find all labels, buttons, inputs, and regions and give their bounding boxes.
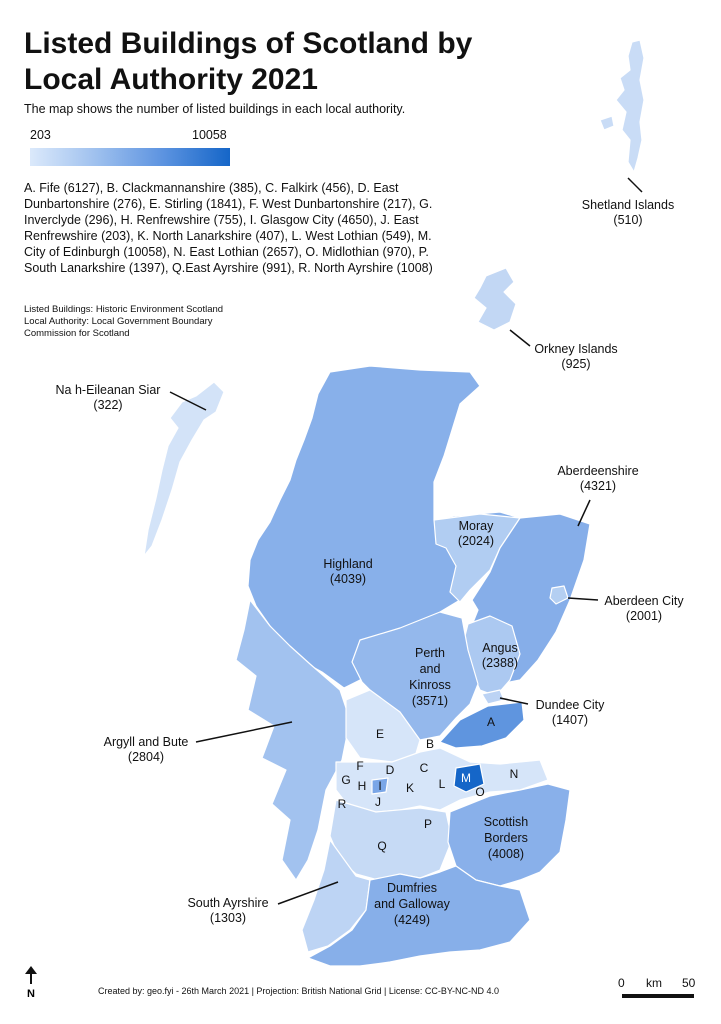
north-label: N <box>27 988 35 1000</box>
source-line-3: Commission for Scotland <box>24 328 130 339</box>
label-borders-count: (4008) <box>487 847 525 861</box>
label-highland-name: Highland <box>323 557 373 571</box>
letter-o: O <box>475 785 485 799</box>
letter-g: G <box>341 773 351 787</box>
label-aberdeenshire-name: Aberdeenshire <box>557 464 639 478</box>
region-key-text: A. Fife (6127), B. Clackmannanshire (385), C. Falkirk (456), D. East Dunbartonshire (276), E. Stirling (1841), F. West Dunbartonshire (217), G. Inverclyde (296), H. Renfrewshire (755), I. Glasgow City (4650), J. East Renfrewshire (203), K. North Lanarkshire (407), L. West Lothian (549), M. City of Edinburgh (10058), N. East Lothian (2657), O. Midlothian (970), P. South Lanarkshire (1397), Q.East Ayrshire (991), R. North Ayrshire (1008) <box>24 181 433 275</box>
scale-bar <box>618 976 702 1006</box>
label-borders-name-1: Scottish <box>483 815 529 829</box>
north-arrow <box>22 966 40 1000</box>
letter-a: A <box>486 715 496 729</box>
label-orkney-name: Orkney Islands <box>534 342 618 356</box>
label-south-ayrshire-name: South Ayrshire <box>187 896 269 910</box>
letter-h: H <box>357 779 367 793</box>
label-perth-name-3: Kinross <box>409 678 451 692</box>
letter-e: E <box>375 727 385 741</box>
source-line-1: Listed Buildings: Historic Environment Scotland <box>24 304 224 315</box>
label-perth-name-1: Perth <box>415 646 445 660</box>
legend-max-label: 10058 <box>192 128 227 142</box>
scale-bar-line <box>622 994 694 998</box>
label-orkney-count: (925) <box>561 357 591 371</box>
letter-p: P <box>423 817 433 831</box>
letter-c: C <box>419 761 429 775</box>
letter-m: M <box>461 771 471 785</box>
letter-k: K <box>405 781 415 795</box>
label-dumfries-name-1: Dumfries <box>386 881 438 895</box>
letter-j: J <box>375 795 381 809</box>
label-eilean-siar-count: (322) <box>93 398 123 412</box>
letter-i: I <box>378 779 382 793</box>
label-aberdeenshire-count: (4321) <box>579 479 617 493</box>
letter-r: R <box>337 797 347 811</box>
legend-min-label: 203 <box>30 128 51 142</box>
label-shetland-count: (510) <box>613 213 643 227</box>
map-title: Listed Buildings of Scotland by Local Authority 2021 <box>24 27 473 96</box>
label-moray-count: (2024) <box>457 534 495 548</box>
label-dumfries-count: (4249) <box>393 913 431 927</box>
scale-end: 50 <box>682 976 696 990</box>
map-subtitle: The map shows the number of listed buildings in each local authority. <box>24 102 406 116</box>
letter-l: L <box>438 777 446 791</box>
letter-n: N <box>509 767 519 781</box>
label-aberdeen-city-count: (2001) <box>625 609 663 623</box>
label-aberdeen-city-name: Aberdeen City <box>604 594 684 608</box>
letter-f: F <box>356 759 364 773</box>
label-dundee-name: Dundee City <box>535 698 605 712</box>
label-south-ayrshire-count: (1303) <box>209 911 247 925</box>
label-perth-name-2: and <box>419 662 441 676</box>
map-footer: Created by: geo.fyi - 26th March 2021 | Projection: British National Grid | License: CC-BY-NC-ND 4.0 <box>98 986 500 996</box>
label-highland-count: (4039) <box>329 572 367 586</box>
label-angus-count: (2388) <box>481 656 519 670</box>
north-arrow-icon <box>22 966 40 1000</box>
label-moray-name: Moray <box>458 519 494 533</box>
label-shetland-name: Shetland Islands <box>581 198 675 212</box>
label-argyll-count: (2804) <box>127 750 165 764</box>
label-eilean-siar-name: Na h-Eileanan Siar <box>55 383 161 397</box>
source-line-2: Local Authority: Local Government Boundary <box>24 316 213 327</box>
label-borders-name-2: Borders <box>484 831 528 845</box>
scale-start: 0 <box>618 976 625 990</box>
label-perth-count: (3571) <box>411 694 449 708</box>
letter-q: Q <box>377 839 387 853</box>
label-argyll-name: Argyll and Bute <box>103 735 189 749</box>
label-dumfries-name-2: and Galloway <box>374 897 450 911</box>
scale-unit: km <box>646 976 662 990</box>
letter-d: D <box>385 763 395 777</box>
letter-b: B <box>425 737 435 751</box>
label-dundee-count: (1407) <box>551 713 589 727</box>
label-angus-name: Angus <box>482 641 518 655</box>
